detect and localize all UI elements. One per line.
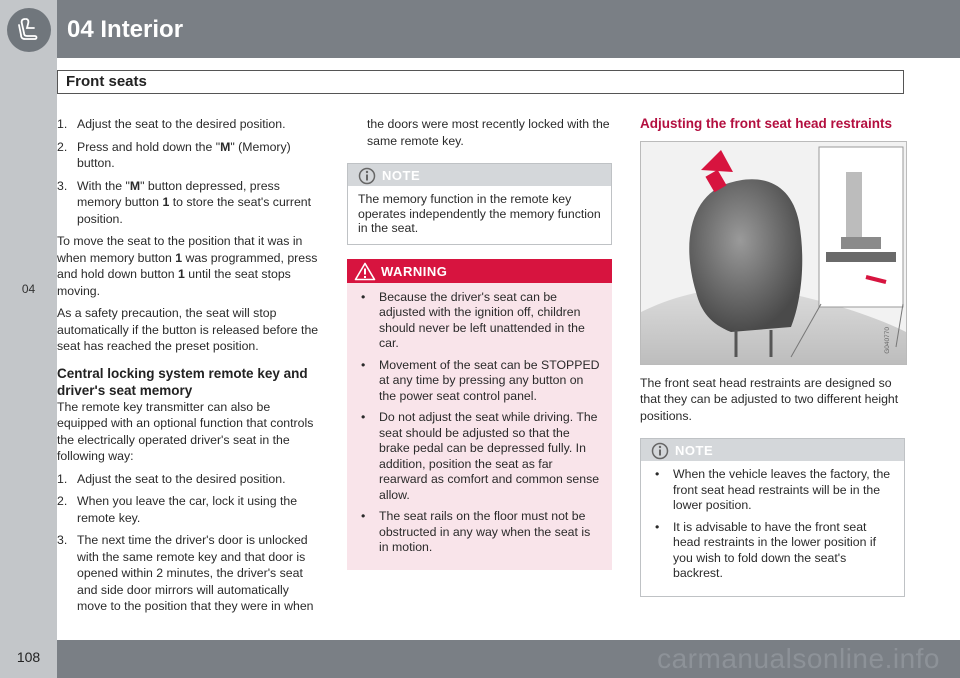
list-item: • Do not adjust the seat while driving. The seat should be adjusted so that the brake pedal can be depressed fully. In addition, position the seat as far rearward as comfort and common sense allow.	[357, 410, 602, 503]
list-item: 3. The next time the driver's door is unlocked with the same remote key and that door is opened within 2 minutes, the driver's seat and side door mirrors will automatically move to the position that they were in when	[57, 533, 314, 613]
note-label: NOTE	[675, 443, 714, 458]
warning-body	[347, 283, 612, 570]
warning-triangle-icon	[354, 262, 376, 281]
memory-steps	[57, 116, 322, 227]
list-item: • Because the driver's seat can be adjusted with the ignition off, children should never be left unattended in the car.	[357, 290, 602, 352]
note-header	[348, 164, 611, 186]
head-restraint-illustration	[640, 141, 907, 365]
chapter-header	[57, 0, 960, 58]
note-header	[641, 439, 904, 461]
figure-code: G040770	[883, 326, 891, 354]
column-left	[57, 116, 322, 621]
info-icon	[651, 442, 669, 460]
paragraph: the doors were most recently locked with the same remote key.	[367, 117, 610, 148]
head-restraint-image	[641, 142, 906, 364]
note-box	[640, 438, 905, 597]
column-right	[640, 116, 905, 607]
note-box	[347, 163, 612, 245]
section-bar	[57, 70, 904, 94]
page-number: 108	[16, 649, 41, 665]
warning-box	[347, 259, 612, 570]
section-heading: Adjusting the front seat head restraints	[640, 116, 893, 131]
list-item: • The seat rails on the floor must not be obstructed in any way when the seat is in motion.	[357, 509, 602, 556]
seat-icon	[7, 8, 51, 52]
paragraph: To move the seat to the position that it was in when memory button 1 was programmed, press and hold down button 1 until the seat stops moving.	[57, 234, 318, 298]
chapter-tab: 04	[21, 282, 36, 296]
list-item: • Movement of the seat can be STOPPED at any time by pressing any button on the power seat control panel.	[357, 358, 602, 405]
paragraph: The remote key transmitter can also be equipped with an optional function that controls the electrically operated driver's seat in the following way:	[57, 399, 314, 463]
list-item: 1. Adjust the seat to the desired position.	[57, 117, 286, 131]
list-item: • When the vehicle leaves the factory, the front seat head restraints will be in the lower position.	[651, 467, 894, 514]
column-middle	[347, 116, 612, 570]
list-item: 2. Press and hold down the "M" (Memory) button.	[57, 139, 291, 170]
note-body	[641, 461, 904, 596]
section-title: Front seats	[66, 73, 147, 90]
watermark: carmanualsonline.info	[657, 643, 940, 674]
paragraph: As a safety precaution, the seat will stop automatically if the button is released before the seat has reached the preset position.	[57, 306, 319, 353]
list-item: • It is advisable to have the front seat head restraints in the lower position if you wish to fold down the seat's backrest.	[651, 520, 894, 582]
list-item: 1. Adjust the seat to the desired position.	[57, 471, 286, 486]
subheading: Central locking system remote key and driver's seat memory	[57, 365, 308, 398]
list-item: 2. When you leave the car, lock it using the remote key.	[57, 494, 298, 525]
list-item: 3. With the "M" button depressed, press memory button 1 to store the seat's current position.	[57, 178, 312, 226]
left-rail	[0, 0, 57, 678]
paragraph: The front seat head restraints are designed so that they can be adjusted to two different height positions.	[640, 375, 899, 423]
note-label: NOTE	[382, 168, 421, 183]
note-text: The memory function in the remote key operates independently the memory function in the seat.	[358, 192, 601, 235]
chapter-title: 04 Interior	[67, 16, 184, 43]
warning-header	[347, 259, 612, 283]
footer-bar	[57, 640, 960, 678]
remote-steps	[57, 471, 322, 615]
info-icon	[358, 167, 376, 185]
warning-label: WARNING	[381, 263, 448, 279]
